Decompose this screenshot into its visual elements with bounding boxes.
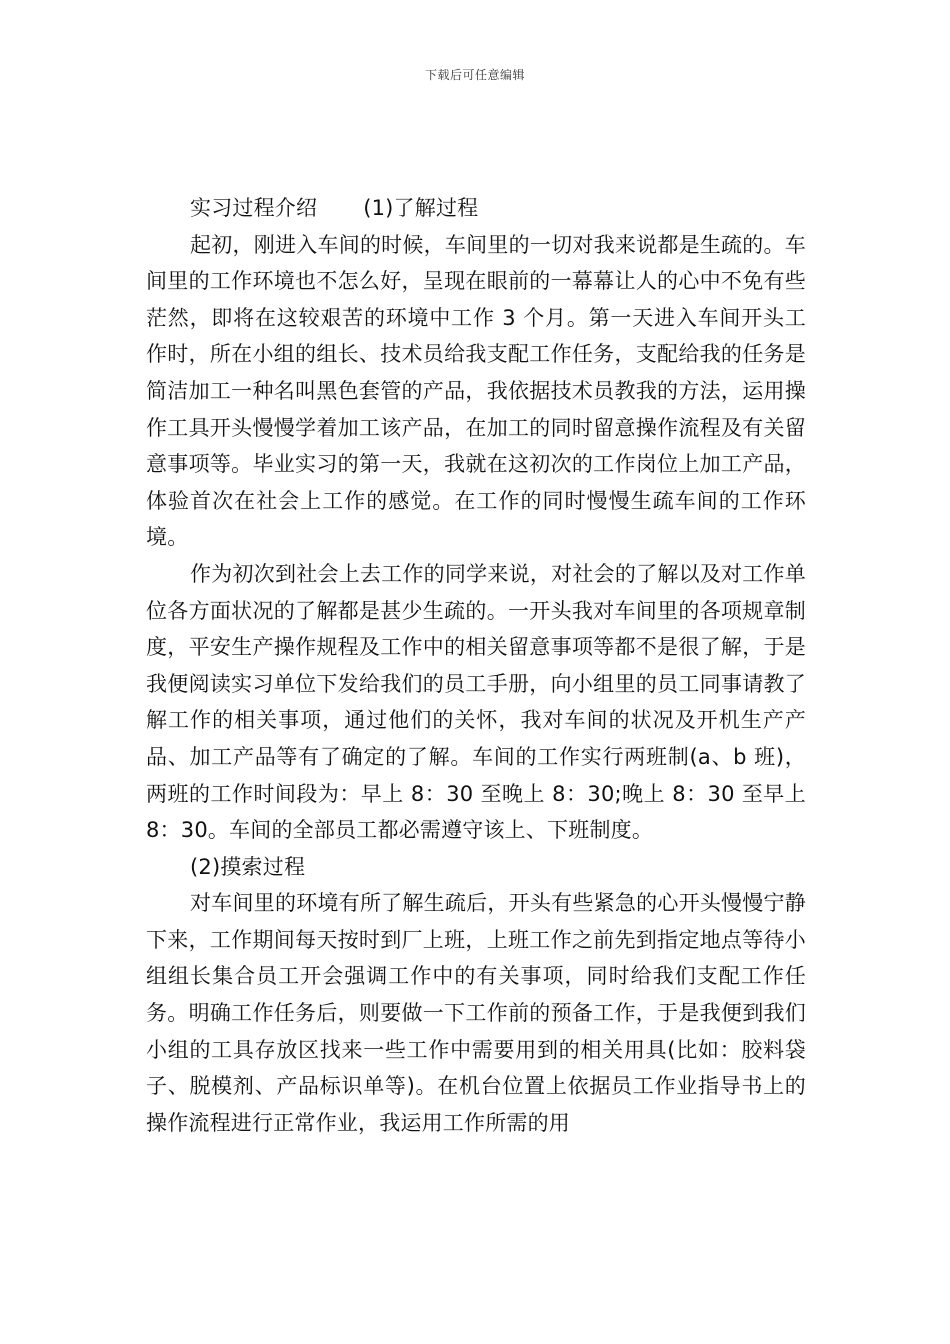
paragraph-workshop-rules: 作为初次到社会上去工作的同学来说，对社会的了解以及对工作单位各方面状况的了解都是甚少生疏的。一开头我对车间里的各项规章制度，平安生产操作规程及工作中的相关留意事项等都不是很了解，于是我便阅读实习单位下发给我们的员工手册，向小组里的员工同事请教了解工作的相关事项，通过他们的关怀，我对车间的状况及开机生产产品、加工产品等有了确定的了解。车间的工作实行两班制(a、b 班)，两班的工作时间段为：早上 8：30 至晚上 8：30;晚上 8：30 至早上 8：30。车间的全部员工都必需遵守该上、下班制度。: [146, 561, 806, 843]
subheading-exploration: (2)摸索过程: [190, 854, 306, 879]
paragraph-daily-work: 对车间里的环境有所了解生疏后，开头有些紧急的心开头慢慢宁静下来，工作期间每天按时到厂上班，上班工作之前先到指定地点等待小组组长集合员工开会强调工作中的有关事项，同时给我们支配工作任务。明确工作任务后，则要做一下工作前的预备工作，于是我便到我们小组的工具存放区找来一些工作中需要用到的相关用具(比如：胶料袋子、脱模剂、产品标识单等)。在机台位置上依据员工作业指导书上的操作流程进行正常作业，我运用工作所需的用: [146, 891, 806, 1135]
page-header-note: 下载后可任意编辑: [424, 68, 525, 82]
section-heading-line: [146, 190, 806, 227]
document-body: [146, 190, 806, 1141]
section-title: 实习过程介绍: [190, 196, 318, 220]
paragraph-first-day: 起初，刚进入车间的时候，车间里的一切对我来说都是生疏的。车间里的工作环境也不怎么好，呈现在眼前的一幕幕让人的心中不免有些茫然，即将在这较艰苦的环境中工作 3 个月。第一天进入车间开头工作时，所在小组的组长、技术员给我支配工作任务，支配给我的任务是简洁加工一种名叫黑色套管的产品，我依据技术员教我的方法，运用操作工具开头慢慢学着加工该产品，在加工的同时留意操作流程及有关留意事项等。毕业实习的第一天，我就在这初次的工作岗位上加工产品，体验首次在社会上工作的感觉。在工作的同时慢慢生疏车间的工作环境。: [146, 232, 806, 550]
subheading-understanding: (1)了解过程: [363, 196, 479, 220]
